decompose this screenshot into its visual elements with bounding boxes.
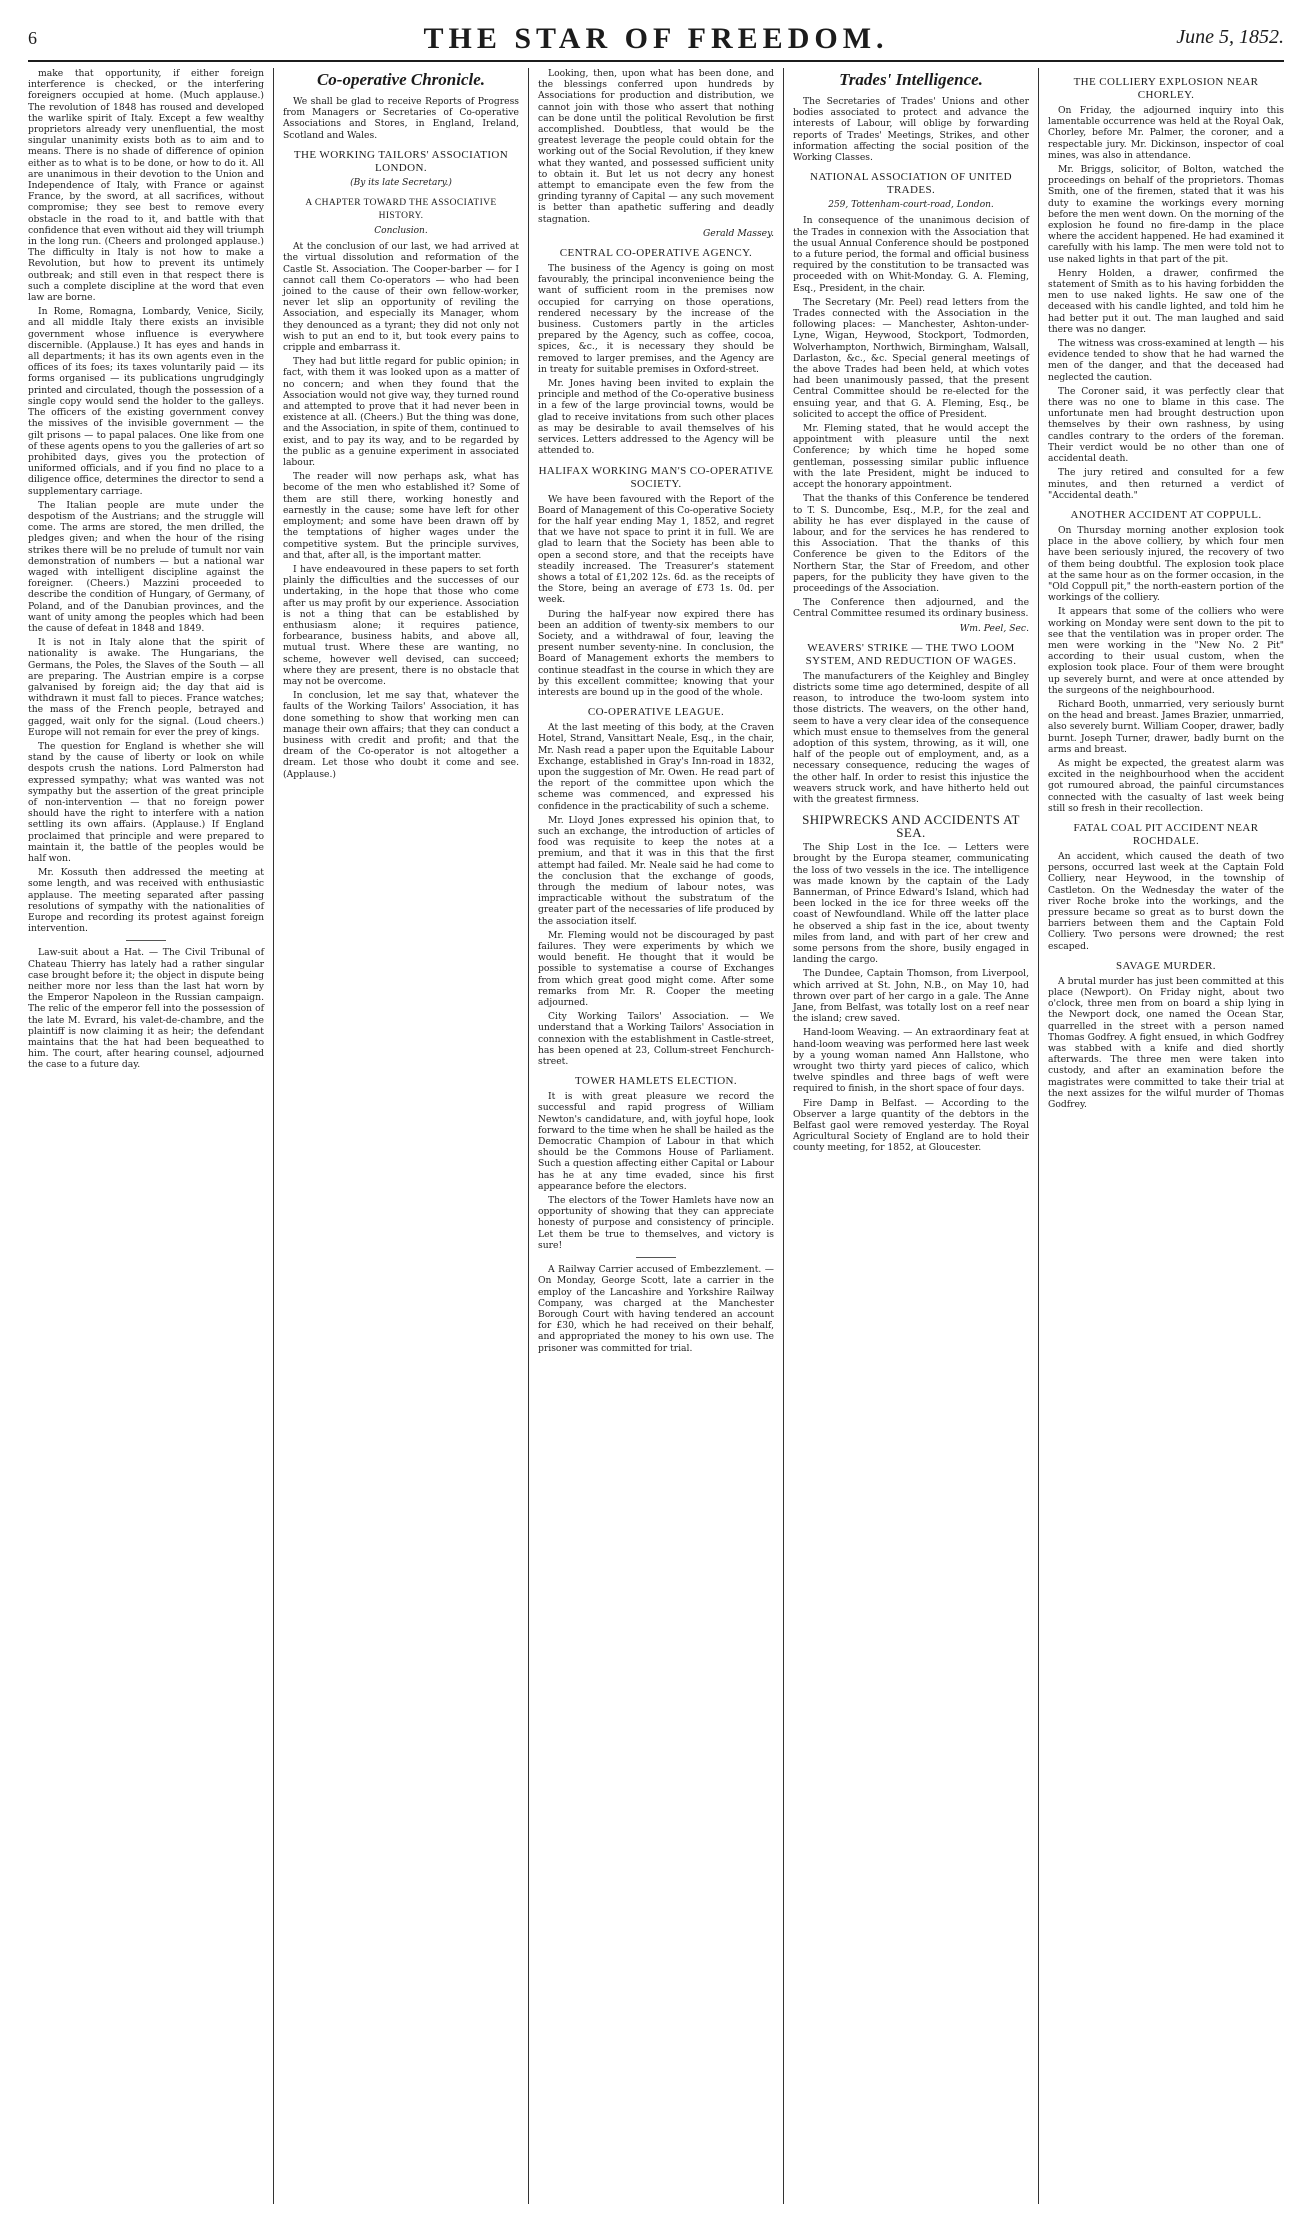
paragraph: On Friday, the adjourned inquiry into this lamentable occurrence was held at the Royal Oak, Chorley, before Mr. Palmer, the coroner, and a respectable jury. Mr. Dickinson, inspector of coal mines, was also in attendance. <box>1048 105 1284 161</box>
central-agency-article <box>538 263 774 456</box>
column-5 <box>1038 68 1284 2204</box>
paragraph: It is with great pleasure we record the successful and rapid progress of William Newton's candidature, and, with joyful hope, look forward to the time when he shall be hailed as the Democratic Champion of Labour in that which should be the Commons House of Parliament. Such a question affecting either Capital or Labour has he at any time evaded, since his first appearance before the electors. <box>538 1091 774 1192</box>
newspaper-page <box>28 14 1284 2204</box>
paragraph: That the thanks of this Conference be tendered to T. S. Duncombe, Esq., M.P., for the zeal and ability he has ever displayed in the cause of labour, and for the services he has rendered to this Association. That the thanks of this Conference be given to the Editors of the Northern Star, the Star of Freedom, and other papers, for the publicity they have given to the proceedings of the Association. <box>793 493 1029 594</box>
paragraph: They had but little regard for public opinion; in fact, with them it was looked upon as a matter of no concern; and when they found that the Association would not give way, they turned round and attempted to prove that it had never been in existence at all. (Cheers.) But the thing was done, and the Association, in spite of them, continued to exist, and to pay its way, and to be regarded by the public as a genuine experiment in associated labour. <box>283 356 519 469</box>
tower-hamlets-article <box>538 1091 774 1251</box>
shipwrecks-heading: SHIPWRECKS AND ACCIDENTS AT SEA. <box>802 812 1020 841</box>
mazzini-speech <box>28 68 264 934</box>
coppull-accident-heading: ANOTHER ACCIDENT AT COPPULL. <box>1070 508 1262 521</box>
cooperative-league-heading: CO-OPERATIVE LEAGUE. <box>587 706 725 719</box>
paragraph: I have endeavoured in these papers to set forth plainly the difficulties and the successes of our undertaking, in the hope that those who come after us may profit by our experience. Association is not a thing that can be established by enthusiasm alone; it requires patience, forbearance, business habits, and above all, mutual trust. Where these are wanting, no scheme, however well devised, can succeed; where they are present, there is no obstacle that may not be overcome. <box>283 563 519 687</box>
paragraph: An accident, which caused the death of two persons, occurred last week at the Captain Fold Colliery, near Heywood, in the township of Castleton. On the Wednesday the water of the river Roche broke into the workings, and the pressure became so great as to burst down the barriers between them and the Captain Fold Colliery. Two persons were drowned; the rest escaped. <box>1048 850 1284 952</box>
paragraph: The Secretary (Mr. Peel) read letters from the Trades connected with the Association in the following places: — Manchester, Ashton-under-Lyne, Wigan, Heywood, Stockport, Todmorden, Wolverhampton, Northwich, Birmingham, Walsall, Darlaston, &c., &c. Special general meetings of the above Trades had been held, at which votes had been unanimously passed, that the present Central Committee should be re-elected for the ensuing year, and that G. A. Fleming, Esq., be solicited to accept the office of President. <box>793 296 1029 420</box>
cooperative-league-article <box>538 722 774 1008</box>
trades-intelligence-heading: Trades' Intelligence. <box>839 70 983 89</box>
paragraph: The business of the Agency is going on most favourably, the principal inconvenience being the want of sufficient room in the premises now occupied for carrying on those operations, rendered necessary by the increase of the business. Customers partly in the articles prepared by the Agency, such as coffee, cocoa, spices, &c., it is necessary they should be removed to larger premises, and the Agency are in treaty for suitable premises in Oxford-street. <box>538 263 774 375</box>
shipwrecks-article <box>793 842 1029 1153</box>
paragraph: Mr. Fleming stated, that he would accept the appointment with pleasure until the next Conference; by which time he hoped some gentleman, possessing similar public influence with the late President, might be induced to accept the honorary appointment. <box>793 423 1029 491</box>
paragraph: The Dundee, Captain Thomson, from Liverpool, which arrived at St. John, N.B., on May 10, had thrown over part of her cargo in a gale. The Anne Jane, from Belfast, was totally lost on a reef near the island; crew saved. <box>793 968 1029 1025</box>
paragraph: make that opportunity, if either foreign interference is checked, or the interfering foreigners occupied at home. (Much applause.) The revolution of 1848 has roused and developed the warlike spirit of Italy. Except a few wealthy proprietors already very unenfluential, the most singular unanimity exists both as to aim and to means. There is no shade of difference of opinion either as to what is to be done, or how to do it. All are unanimous in their devotion to the Union and Independence of Italy, with France or against France, by the sword, at all sacrifices, without compromise; they see best to remove every obstacle in the road to it, and battle with that confidence that even without aid they will triumph in the long run. (Cheers and prolonged applause.) The difficulty in Italy is not how to make a Revolution, but how to prevent its untimely outbreak; and still even in that respect there is such a complete discipline at the word that even law are borne. <box>28 68 264 304</box>
paragraph: In Rome, Romagna, Lombardy, Venice, Sicily, and all middle Italy there exists an invisible government whose influence is everywhere discernible. (Applause.) It has eyes and hands in all departments; it has its own agents even in the offices of its foes; its taxes voluntarily paid — its forms organised — its publications ungrudgingly printed and circulated, though the possession of a single copy would send the holder to the galleys. The officers of the existing government convey the missives of the invisible government — the gilt prisons — to papal palaces. One like from one of these agents opens to you the galleries of art so prohibited days, gives you the protection of uniformed officials, and if you find no place to a diligence office, determines the director to send a supplementary carriage. <box>28 306 264 497</box>
newspaper-title: THE STAR OF FREEDOM. <box>423 22 889 55</box>
divider <box>636 1257 676 1258</box>
halifax-society-article <box>538 494 774 699</box>
working-tailors-article <box>283 241 519 780</box>
paragraph: Richard Booth, unmarried, very seriously burnt on the head and breast. James Brazier, unmarried, also severely burnt. William Cooper, drawer, badly burnt. Joseph Turner, drawer, badly burnt on the arms and breast. <box>1048 698 1284 755</box>
paragraph: The Coroner said, it was perfectly clear that there was no one to blame in this case. The unfortunate men had brought destruction upon themselves by their own rashness, by using candles contrary to the orders of the foreman. Their verdict would be no other than one of accidental death. <box>1048 385 1284 465</box>
columns <box>28 68 1284 2204</box>
paragraph: The jury retired and consulted for a few minutes, and then returned a verdict of "Accidental death." <box>1048 467 1284 501</box>
halifax-society-heading: HALIFAX WORKING MAN'S CO-OPERATIVE SOCIETY. <box>538 464 774 490</box>
national-association-heading: NATIONAL ASSOCIATION OF UNITED TRADES. <box>810 171 1012 197</box>
paragraph: Fire Damp in Belfast. — According to the Observer a large quantity of the debtors in the Belfast gaol were removed yesterday. The Royal Agricultural Society of England are to hold their county meeting, for 1852, at Gloucester. <box>793 1097 1029 1154</box>
article-byline: (By its late Secretary.) <box>350 177 452 188</box>
paragraph: A brutal murder has just been committed at this place (Newport). On Friday night, about two o'clock, three men from on board a ship lying in the Newport dock, one named the Ocean Star, quarrelled in the street with a person named Thomas Godfrey. A fight ensued, in which Godfrey was stabbed with a knife and died shortly afterwards. The three men were taken into custody, and after an examination before the magistrates were committed to take their trial at the next assizes for the wilful murder of Thomas Godfrey. <box>1048 975 1284 1111</box>
column-1 <box>28 68 273 2204</box>
national-association-article <box>793 215 1029 619</box>
paragraph: Hand-loom Weaving. — An extraordinary feat at hand-loom weaving was performed here last week by a young woman named Ann Hallstone, who wrought two thirty yard pieces of calico, which twelve spindles and three bags of weft were required to finish, in the short space of four days. <box>793 1027 1029 1095</box>
savage-murder-heading: SAVAGE MURDER. <box>1116 959 1216 972</box>
issue-date: June 5, 1852. <box>1176 26 1284 48</box>
paragraph: Mr. Lloyd Jones expressed his opinion that, to such an exchange, the introduction of articles of food was requisite to keep the notes at a premium, and that it was in this that the first attempt had failed. Mr. Neale said he had come to the conclusion that the exchange of goods, through the medium of labour notes, was impracticable without the substratum of the greater part of the necessaries of life produced by the association itself. <box>538 814 774 927</box>
paragraph: It appears that some of the colliers who were working on Monday were sent down to the pit to see that the ventilation was in proper order. The men were working in the "New No. 2 Pit" according to their usual custom, when the explosion took place. Four of them were brought up severely burnt, and were at once attended by the surgeons of the neighbourhood. <box>1048 606 1284 696</box>
paragraph: Mr. Jones having been invited to explain the principle and method of the Co-operative business in a few of the large provincial towns, would be glad to receive invitations from such other places as may be desirable to avail themselves of his services. Letters addressed to the Agency will be attended to. <box>538 378 774 457</box>
rochdale-accident-heading: FATAL COAL PIT ACCIDENT NEAR ROCHDALE. <box>1073 821 1259 847</box>
paragraph: The Italian people are mute under the despotism of the Austrians; and the struggle will come. The arms are stored, the men drilled, the pledges given; and when the hour of the rising strikes there will be no prelude of tumult nor vain demonstration of numbers — but a national war waged with intelligent discipline against the foreigner. (Cheers.) Mazzini proceeded to describe the condition of Hungary, of Germany, of Poland, and of the Danubian provinces, and the want of unity among the peoples which had been the cause of defeat in 1848 and 1849. <box>28 499 264 634</box>
hat-lawsuit-item: Law-suit about a Hat. — The Civil Tribunal of Chateau Thierry has lately had a rather singular case brought before it; the object in dispute being neither more nor less than the last hat worn by the Emperor Napoleon in the Russian campaign. The relic of the emperor fell into the possession of the late M. Evrard, his valet-de-chambre, and the plaintiff is now claiming it as heir; the defendant maintains that the hat had been bequeathed to him. The court, after hearing counsel, adjourned the case to a future day. <box>28 947 264 1071</box>
author-signature: Gerald Massey. <box>702 227 774 239</box>
association-address: 259, Tottenham-court-road, London. <box>828 200 994 211</box>
city-tailors-item: City Working Tailors' Association. — We understand that a Working Tailors' Association in connexion with the establishment in Castle-street, has been opened at 23, Collum-street Fenchurch-street. <box>538 1011 774 1068</box>
paragraph: In conclusion, let me say that, whatever the faults of the Working Tailors' Association, it has done something to show that working men can manage their own affairs; that they can conduct a business with credit and profit; and that the dream of the Co-operator is not altogether a dream. Let those who doubt it come and see. (Applause.) <box>283 690 519 780</box>
paragraph: Mr. Fleming would not be discouraged by past failures. They were experiments by which we would benefit. He thought that it would be possible to systematise a course of Exchanges from which great good might come. After some remarks from Mr. R. Cooper the meeting adjourned. <box>538 929 774 1009</box>
railway-carrier-item: A Railway Carrier accused of Embezzlement. — On Monday, George Scott, late a carrier in the employ of the Lancashire and Yorkshire Railway Company, was charged at the Manchester Borough Court with having tendered an account for £30, which he had received on their behalf, and appropriated the money to his own use. The prisoner was committed for trial. <box>538 1264 774 1354</box>
paragraph: Looking, then, upon what has been done, and the blessings conferred upon hundreds by Associations for production and distribution, we cannot join with those who assert that nothing can be done until the political Revolution be first accomplished. Doubtless, that would be the greatest leverage the people could obtain for the working out of the Social Revolution, if they knew what they wanted, and possessed sufficient unity to obtain it. But let us not decry any honest attempt to emancipate even the few from the grinding tyranny of Capital — any such movement is better than apathetic suffering and deadly stagnation. <box>538 68 774 225</box>
paragraph: The manufacturers of the Keighley and Bingley districts some time ago determined, despite of all reason, to introduce the two-loom system into those districts. The weavers, on the other hand, seem to have a very clear idea of the consequence which must ensue to themselves from the general adoption of this system, throwing, as it will, one half of the people out of employment, and, as a necessary consequence, reducing the wages of the other half. In order to resist this injustice the weavers struck work, and have hitherto held out with the greatest firmness. <box>793 670 1029 805</box>
article-subheading: A CHAPTER TOWARD THE ASSOCIATIVE HISTORY. <box>305 198 497 222</box>
paragraph: At the conclusion of our last, we had arrived at the virtual dissolution and reformation of the Castle St. Association. The Cooper-barber — for I cannot call them Co-operators — who had been joined to the cause of their own fellow-worker, never let slip an opportunity of reviling the Association, and especially its Manager, whom they denounced as a tyrant; they did not only not wish to put an end to it, but took every pains to cripple and embarrass it. <box>283 241 519 354</box>
rochdale-accident-article <box>1048 851 1284 952</box>
paragraph: The reader will now perhaps ask, what has become of the men who established it? Some of them are still there, working honestly and earnestly in the cause; some have left for other employment; and some have been drawn off by the temptations of higher wages under the competitive system. But the principle survives, and that, after all, is the important matter. <box>283 471 519 561</box>
coppull-accident-article <box>1048 525 1284 814</box>
working-tailors-heading: THE WORKING TAILORS' ASSOCIATION LONDON. <box>293 148 509 174</box>
paragraph: It is not in Italy alone that the spirit of nationality is awake. The Hungarians, the Germans, the Poles, the Slaves of the South — all are preparing. The Austrian empire is a corpse galvanised by foreign aid; the day that aid is withdrawn it must fall to pieces. France watches; the mass of the French people, betrayed and gagged, wait only for the signal. (Loud cheers.) Europe will not remain for ever the prey of kings. <box>28 637 264 738</box>
paragraph: At the last meeting of this body, at the Craven Hotel, Strand, Vansittart Neale, Esq., in the chair, Mr. Nash read a paper upon the Equitable Labour Exchange, established in Gray's Inn-road in 1832, upon the suggestion of Mr. Owen. He read part of the report of the committee upon which the scheme was commenced, and expressed his confidence in the practicability of such a scheme. <box>538 722 774 812</box>
trades-intro: The Secretaries of Trades' Unions and other bodies associated to protect and advance the interests of Labour, will oblige by forwarding reports of Trades' Meetings, Strikes, and other information affecting the social position of the Working Classes. <box>793 96 1029 164</box>
masthead <box>28 14 1284 62</box>
central-agency-heading: CENTRAL CO-OPERATIVE AGENCY. <box>559 247 753 260</box>
paragraph: As might be expected, the greatest alarm was excited in the neighbourhood when the accident got rumoured abroad, the painful circumstances connected with the casualty of last week being still so fresh in their recollection. <box>1048 757 1284 814</box>
article-section-label: Conclusion. <box>374 226 428 237</box>
paragraph: Mr. Kossuth then addressed the meeting at some length, and was received with enthusiastic applause. The meeting separated after passing resolutions of sympathy with the nationalities of Europe and recording its protest against foreign intervention. <box>28 867 264 935</box>
savage-murder-article <box>1048 976 1284 1110</box>
paragraph: Mr. Briggs, solicitor, of Bolton, watched the proceedings on behalf of the proprietors. Thomas Smith, one of the firemen, stated that it was his duty to examine the workings every morning before the men went down. On the morning of the explosion he found no fire-damp in the place where the accident happened. He had examined it carefully with his lamp. The men were told not to use naked lights in that part of the pit. <box>1048 164 1284 265</box>
weavers-strike-article <box>793 671 1029 805</box>
colliery-explosion-article <box>1048 105 1284 501</box>
chronicle-intro: We shall be glad to receive Reports of Progress from Managers or Secretaries of Co-operative Associations and Stores, in England, Ireland, Scotland and Wales. <box>283 96 519 141</box>
cooperative-chronicle-heading: Co-operative Chronicle. <box>316 70 486 89</box>
column-4 <box>783 68 1038 2204</box>
paragraph: The Ship Lost in the Ice. — Letters were brought by the Europa steamer, communicating the loss of two vessels in the ice. The intelligence was made known by the captain of the Lady Bannerman, of Prince Edward's Island, which had been locked in the ice for three weeks off the coast of Newfoundland. While off the latter place he observed a ship fast in the ice, about twenty miles from land, and with part of her crew and some persons from the shore, busily engaged in landing the cargo. <box>793 842 1029 966</box>
massey-article-end <box>538 68 774 225</box>
colliery-explosion-heading: THE COLLIERY EXPLOSION NEAR CHORLEY. <box>1073 76 1259 101</box>
secretary-signature: Wm. Peel, Sec. <box>959 622 1029 634</box>
paragraph: The electors of the Tower Hamlets have now an opportunity of showing that they can appreciate honesty of purpose and consistency of principle. Let them be true to themselves, and victory is sure! <box>538 1195 774 1251</box>
paragraph: On Thursday morning another explosion took place in the above colliery, by which four men have been seriously injured, the recovery of two of them being doubtful. The explosion took place at the same hour as on the former occasion, in the "Old Coppull pit," the north-eastern portion of the workings of the colliery. <box>1048 524 1284 604</box>
tower-hamlets-heading: TOWER HAMLETS ELECTION. <box>574 1075 738 1088</box>
paragraph: The witness was cross-examined at length — his evidence tended to show that he had warned the men of the danger, and that the deceased had neglected the caution. <box>1048 338 1284 383</box>
column-2 <box>273 68 528 2204</box>
column-3 <box>528 68 783 2204</box>
paragraph: The question for England is whether she will stand by the cause of liberty or look on while despots crush the nations. Lord Palmerston had expressed sympathy; what was wanted was not sympathy but the assertion of the great principle of non-intervention — that no foreign power should have the right to interfere with a nation settling its own affairs. (Applause.) If England proclaimed that principle and were prepared to maintain it, the battle of the peoples would be half won. <box>28 740 264 865</box>
paragraph: The Conference then adjourned, and the Central Committee resumed its ordinary business. <box>793 597 1029 620</box>
weavers-strike-heading: WEAVERS' STRIKE — THE TWO LOOM SYSTEM, AND REDUCTION OF WAGES. <box>805 641 1017 667</box>
divider <box>126 940 166 941</box>
paragraph: During the half-year now expired there has been an addition of twenty-six members to our Society, and a withdrawal of four, leaving the present number seventy-nine. In conclusion, the Board of Management exhorts the members to continue steadfast in the course in which they are by this excellent committee; knowing that your interests are bound up in the good of the whole. <box>538 608 774 698</box>
paragraph: Henry Holden, a drawer, confirmed the statement of Smith as to his having forbidden the men to use naked lights. He saw one of the deceased with his candle lighted, and told him he had better put it out. The man laughed and said there was no danger. <box>1048 267 1284 335</box>
paragraph: We have been favoured with the Report of the Board of Management of this Co-operative Society for the half year ending May 1, 1852, and regret that we have not space to print it in full. We are glad to learn that the Society has been able to open a second store, and that the receipts have steadily increased. The Treasurer's statement shows a total of £1,202 12s. 6d. as the receipts of the Store, being an average of £73 1s. 0d. per week. <box>538 493 774 606</box>
paragraph: In consequence of the unanimous decision of the Trades in connexion with the Association that the usual Annual Conference should be postponed to a future period, the formal and official business required by the constitution to be transacted was proceeded with on Whit-Monday. G. A. Fleming, Esq., President, in the chair. <box>793 215 1029 294</box>
page-number: 6 <box>28 28 37 48</box>
